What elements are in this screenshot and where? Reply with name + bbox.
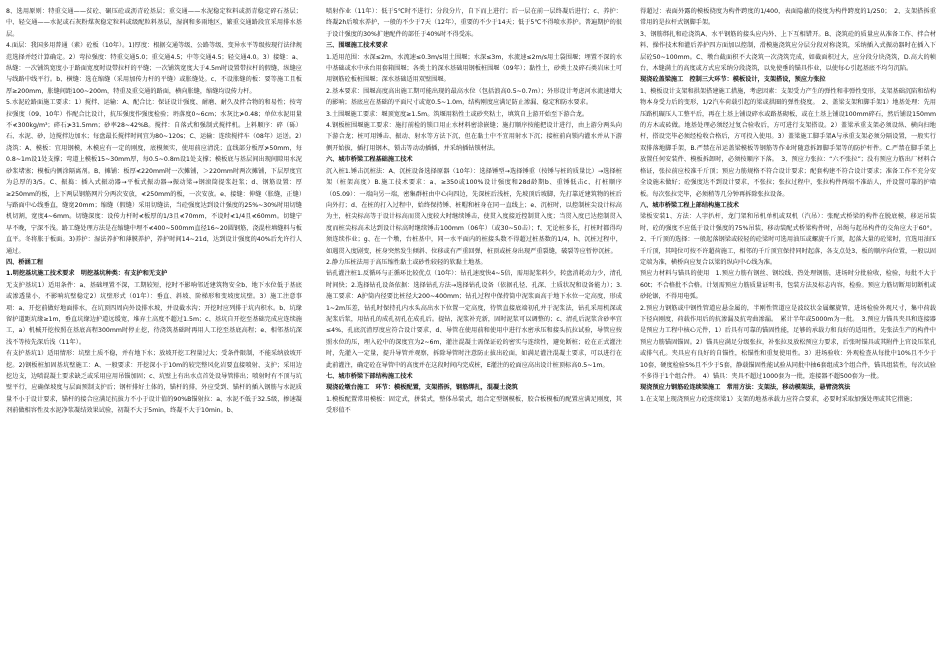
paragraph: 2.静力压桩法用于高压缩性黏土或砂性较轻的软黏土地基。 bbox=[326, 258, 487, 266]
paragraph: 喷射作业（11年）：低于5℃时不进行；分段分片，自下而上进行；后一层在前一层终凝后进行；c、养护：终凝2h后喷水养护，一般的不少于7天（12年），重要的不少于14天；低于5℃不得喷水养护。普遍期护的很于设计强度的30%扩建配件的部任于40%时不得受冻。 bbox=[326, 8, 622, 38]
paragraph: 2.基本要求：围堰高度高出施工期可能出现的最高水位（包括浪高0.5~0.7m）；外形设计考虑河水流速增大的影响；基底应在基础的平面尺寸或宽0.5~1.0m，结构刚度应满足防止渗漏、稳定和防水要求。 bbox=[326, 87, 622, 107]
paragraph: 得超过：表面外露的模板挠度为构件跨度的1/400，表面隐蔽的挠度为构件跨度的1/250； 2、支架搭拆重常用的是拉杆式钢脚手架。 bbox=[640, 8, 936, 27]
paragraph: 3.土围堰施工要求：堰顶宽度≥1.5m。筑堰用粘性土或砂夹粘土，填筑自上游开始至下游合龙。 bbox=[326, 110, 589, 118]
paragraph: 1.适用范围：水深≤2m，水流速≤0.3m/s用土围堰；水深≤3m，水流速≤2m/s用土袋围堰；埋置不深的水中基础或水中承台用套箱围堰；各类土的深水基础用钢板桩围堰（09年）；黏性土，砂类土及碎石类岩床土可用钢筋砼板桩围堰；深水基础适用双壁围堰。 bbox=[326, 53, 622, 84]
section-heading: 六、城市桥梁工程基础施工技术 bbox=[326, 156, 413, 164]
paragraph: 4.钢板桩围堰施工要求：施打前检的锁口用止水材料密涂嵌缝；施打顺序按能把设计进行，由上游分两头向下游合龙；桩可用锤击、振动、射水等方法下沉，但在黏土中不宜用射水下沉；接桩前向锁内灌水并从下游侧开始拔，插打用钢木，锁击等动动插插，并采纳插钻锁材法。 bbox=[326, 122, 622, 152]
subsection-heading: 现浇砼盖梁施工 控制三大环节：模板设计，支架搭设，预应力张拉 bbox=[640, 76, 826, 84]
subsection-heading: 现浇砼墩台施工 环节：模板配置，支架搭拆，钢筋绑扎，混凝土浇筑 bbox=[326, 384, 518, 392]
paragraph: 8、选用原则：特重交通——贫砼、碾压砼或沥青砼基层；重交通——水泥稳定粒料或沥青稳定碎石基层；中、轻交通——水泥或石灰粉煤灰稳定粒料或级配粒料基层，湿润和多雨地区，繁重交通路段宜采用排水基层。 bbox=[6, 8, 302, 38]
subsection-heading: 现浇预应力钢筋砼连续梁施工 常用方法：支架法，移动模架法，悬臂浇筑法 bbox=[640, 384, 851, 392]
paragraph: 1.模板配置常用模板：固定式，拼装式，整体吊装式，组合定型钢模板，胶合板模板的配置应满足刚度，其受形值不 bbox=[326, 395, 622, 415]
paragraph: 1、模板设计支架和拱架搭建施工措施，考虑因素：支架受力产生的弹性和非弹性变形，支架基础沉陷和结构物本身受力后的变形，1/2汽车荷载引起的梁或拱圈的弹性挠度。 2、盖梁支架和脚手架1）地基处理：先用压路机碾压人工整平后，再在土基上铺设碎水或路基砌板，或在土基上铺设100mm碎石，然后铺设150mm的方木或砖做。地基处理必须经过复合验收后，方可进行支架搭设。2）盖梁承重支架必须设纵、横向扫地杆，搭设完毕必须经检收合格后，方可投入使用。3）盖梁施工脚手架A与承重支架必须分隔设置，一般实行双排落地脚手架，B.严禁在吊运盖梁模板等钢筋等作业时随意拆卸脚手架等的防护杆件。C.严禁在脚手架上放置任何安装件、模板拆卸时，必须按顺序下落。 3、预应力张拉：“六不张拉”；没有预应力筋出厂材料合格证，张拉前应校准千斤顶；预应力筋规格不符合设计要求；配套构建不符合设计要求；准备工作不充分安全设施未做好；砼强度达不到设计要求，不张拉；张拉过程中，张拉构件两端不准站人，并设置可靠的护墙板。每次张拉完毕，必须稍等几分钟再拆除张拉设备。 bbox=[640, 87, 936, 198]
text-column-1 bbox=[6, 6, 302, 668]
section-heading: 七、城市桥梁下部结构施工技术 bbox=[326, 373, 413, 380]
paragraph: 2.预应力钢筋或中钢性管道应悬金属的，半刚性管道应是波纹状金属螺旋管，进场检验外观尺寸，集中荷载下径向刚度，荷载作用后的抗渗漏及抗弯曲渗漏。 累计半年或5000m为一批。 3.预应力锚具夹具和连接器是预应力工程中核心元件，1）后具有可靠的锚固性能，足够的承载力和良好的适用性，先张法生产的构件中预应力筋锚固锚固。2）锚具应满足分级张拉，补张拉及放松预应力要求，后张时锚具或其附件上官设压浆孔或排气孔。夹具应有良好的自锚性，松锚性和重复使用性。3）进场验收：外观检查从每批中10%且不少于10套，硬度检验5%且不少于5套，静载锚固性能试验从同批中抽6套组成3个组合件，锚具组装性，每次试验不多得于1个组合件。 4）锚具：夹具不超过1000套为一批，连接器不超500套为一批。 bbox=[640, 304, 936, 380]
paragraph: 无支护基坑1）适用条件：a、基础埋置不深，工期较短，挖时不影响邻近建筑物安全b、地下水位低于基底或渗透量小，不影响坑壁稳定2）坑壁形式（01年）：垂直、斜坡、阶梯形和变坡度坑壁。3）施工注意事项：a、开挖前做好地面排水，在坑顶四周向外设排水坡，并设截水沟；开挖时应列排于坑内积水。b、坑缘留护道距坑缘≥1m，垂直坑缘边护道远缓宽，堆弃土高度不超过1.5m；c、基坑自开挖至基础完成应连续施工，a）机械开挖按照在基底高程300mm时停止挖，待浇筑基础时再用人工挖至基底高程；e、相邻基坑深浅不等按先深后浅（11年）。 bbox=[6, 281, 302, 346]
section-heading: 四、桥涵工程 bbox=[6, 258, 44, 266]
paragraph: 3、钢筋绑扎和砼浇筑A、水平钢筋的接头应内外、上下互相错开。B、浇筑砼的质量应从准备工作、拌合材料、操作技术和灌后养护四方面加以控制，滑模施浇筑应分层分段对称浇筑，采纳插入式振动器时在插入下层砼50~100mm。C、墩台截面积不大浇筑一次浇筑完成，如截面积过大，应分段分块浇筑，D.高大的帧台，木缝满土的高度或方式应采纳分段浇筑，以免使垂的锚具作业，以使每心引起基底不均匀沉陷。 bbox=[640, 30, 936, 73]
text-column-2 bbox=[326, 6, 622, 668]
paragraph: 4.面层：我国多用普通（素）砼板（10年）。1)厚度：根据交通等级、公路等级、变异水平等级按现行法律规范选择并经计算确定。2）弯拉强度：特重交通5.0；重交通4.5；中等交通4.5；轻交通4.0。3）接缝：a、纵缝：一次铺筑宽度小于路面宽度时设带拉杆的平缝；一次铺筑宽度大于4.5m时设置带拉杆的假缝，纵缝应与线路中线平行。b、横缝：选在缩缝（采用加传力杆的平缝）或胀缝处。c、不设胀缝的板：要等施工且板厚≥200mm，胀缝间距100~200m，特重及重交通的路面，横向胀缝，缩缝均设传力杆。 bbox=[6, 42, 302, 95]
paragraph: 5.水泥砼路面施工要求：1）搅拌、运输：A、配合比：保证设计强度、耐磨、耐久及拌合物的和易性；按弯拉强度（09、10年）作配合比设计，抗压强度作强度检验；坍落度0~6cm；水灰比≯0.48；单位水泥用量不≮300kg/m³；碎石≯31.5mm；砂率28~42%B。搅拌：自落式和强制式搅拌机。上料顺序：碎（砾）石、水泥、砂，边搅拌边加水；每盘最长搅拌时间宜为80~120s；C、运输：连续搅拌车（08年）运送。2）浇筑：A、模板：宜用钢模，木模应有一定的刚度，底模须实，使用前应清洗；直线部分板厚≯50mm，每0.8~1m设1处支撑；弯道上模板15~30mm厚，每0.5~0.8m设1处支撑；模板底与基层间出现间隙用水泥砂浆堵塞；模板内侧涂隔离剂。B、摊铺：板厚≮220mm时一次摊铺，＞220mm时两次摊铺，下层厚度宜为总厚的3/5。C、振捣：插入式振动器→平板式振动器→振动梁→钢滚筒提浆赶浆；d、钢筋设置：厚≥250mm的板，上下两层钢筋网片分两次安放，≮250mm的板，一次安放。e、接缝：伸缝（胀缝，正缝）与路面中心线垂直，缝宽20mm；缩缝（假缝）采用切缝法，当砼强度达到设计强度的25%~30%时用切缝机切割，宽度4~6mm。切缝深度：设传力杆时≮板厚的1/3且≮70mm，不设时≮1/4且≮60mm。切缝宁早不晚，宁深不浅。路工缝处理方法是在缩缝中埋不≮400~500mm直径16~20圆钢筋，浇混柱填缝料与板直平。冬将胀于板面。3)养护：湿法养护和薄膜养护，养护时间14~21d，达到设计强度的40%后允许行人通过。 bbox=[6, 99, 302, 255]
paragraph: 1.在支架上现浇预应力砼连续梁1）支架的地基承载力应符合要求，必要时采取加强处理或其它措施； bbox=[640, 395, 916, 403]
paragraph: 沉入桩1.锤击沉桩法：A、沉桩设备选择原器（10年）：选择锤型→选择锤重（按锤与桩的质量比）→选择桩架（桩架高度）B.施工技术要求：a、≥350或100%设计强度和28d龄期b、重锤低击c、打桩顺序（05.09）：一端向另一端，密集群桩由中心向四边，先深桩后浅桩，先坡顶后坡脚，先打靠近建筑物的桩后向外打；d、在桩的打入过程中，始终保持锤、桩帽和桩身在同一直线上；e、沉桩时，以控制桩尖设计标高为主，桩尖标高等于设计标高而贯入度较大时继续锤击，使贯入度接近控制贯入度；当贯入度已达控制贯入度而桩尖标高未达到设计标高时继续锤击100mm（06年）（或30~50击）；f、无论桩多长，打桩时都得均须连续作业；g、在一个墩，台桩基中，同一水平面内的桩接头数不得超过桩基数的1/4，h、沉桩过程中，如遇贯入度剧变，桩身突然发生倾斜、位移或有严重回弹，桩顶或桩身出现严重裂缝，破裂等应暂停沉桩。 bbox=[326, 167, 622, 255]
paragraph: 钻孔灌注桩1.反循环与正循环比较优点（10年）：钻孔速度快4~5倍，需用泥浆料少，转盘消耗动力少，清孔时间快；2.选择钻孔设备依据：选择钻孔方法→选择钻孔设备（依据孔径、孔深、土质状况和设备能力）；3.施工要求：A护筒内径要比桩径大200~400mm；钻孔过程中保持筒中泥浆面高于地下水位一定高度，形成1~2m压差，钻孔时保持孔内水头高出水下位置一定高度，待管直接底端初孔并于泥浆法，钻孔采用机深或泥浆后浆，用钻孔的成孔初孔在成孔后。提钻，泥浆补充新，固时泥浆可以调整的；c、清孔后泥浆含砂率宜≤4%，孔底沉渣厚度应符合设计要求，d、导管在使用前和使用中进行水密承压和接头抗拉试验，导管应按照水位的压，埋入砼中的深度宜为2~6m，灌注混凝土需保证砼的密实与连续性，避免断桩；砼在正式灌注时，先灌入一定量，提升导管并观察，拆除导管时注意防止拔出砼面，如满足灌注混凝土要求，可以进行在此前灌注，确定砼在导管中的高度并在这段时间内完成桩，E灌注的砼面应高出设计桩顶标高0.5~1m。 bbox=[326, 270, 622, 369]
paragraph: 有支护基坑1）适用情形：坑壁土质不稳，并有地下水；放坡开挖工程量过大；受条件限制，不能采纳放坡开挖。2)钢板桩加固基坑壁施工：A、一般要求：开挖深小于10m的较完整风化岩要直接喷射、支护；采用边挖边支，边喷混凝土要求缺乏或采用应用吊锚加固；c、坑壁上有出水点首处设导管排出；喷射时有不顶与坑壁平行，应确保坡度与层面预制支护后；钢杆排好土体的，锚杆的排，外应受到、锚杆的插入钢筋与水泥质量不小于设计要求，锚杆的接合应满足抗拔力不小于设计值的90%B锚射拉：a、水泥不低于32.5级，掺速凝剂前做相容性及水泥净浆凝结效果试验，初凝不大于5min，终凝不大于10min。b、 bbox=[6, 350, 302, 415]
section-heading: 三、围堰施工技术要求 bbox=[326, 42, 388, 50]
section-heading: 八、城市桥梁工程上部结构施工技术 bbox=[640, 201, 739, 209]
subsection-heading: 1.明挖基坑施工技术要求 明挖基坑种类：有支护和无支护 bbox=[6, 270, 168, 278]
paragraph: 梁板安装1、方法：人字扒杆，龙门架和吊机单机或双机（汽吊）：张配式桥梁的构件在脱底模，移运吊装时，砼的强度不应低于设计强度的75%吊装，移动装配式桥梁构件时，吊绳与起吊构件的交角应大于60°。2、千斤顶的选择：一般起落钢梁或较轻的砼梁时可选用油压或螺旋千斤顶，起落大量的砼梁时，宜选用油压千斤顶，其吨位可按不许超荷施工，相邻的千斤顶宜保持同时起落，各支点处3、板的顺序向位置，一般以固定端为准，横桥向应复合以梁的纵向中心线为准。 bbox=[640, 213, 936, 266]
paragraph: 预应力材料与锚具的使用 1.预应力筋有钢丝、钢绞线、热处理钢筋，进场时分批验收，检验，每批不大于60t；不合格批不合格。计划需预应力筋质量证明书，包装方法及标志内容，检验。预应力筋切断用切断机或砂轮锯，不得用电弧。 bbox=[640, 270, 936, 301]
text-column-3 bbox=[640, 6, 936, 668]
